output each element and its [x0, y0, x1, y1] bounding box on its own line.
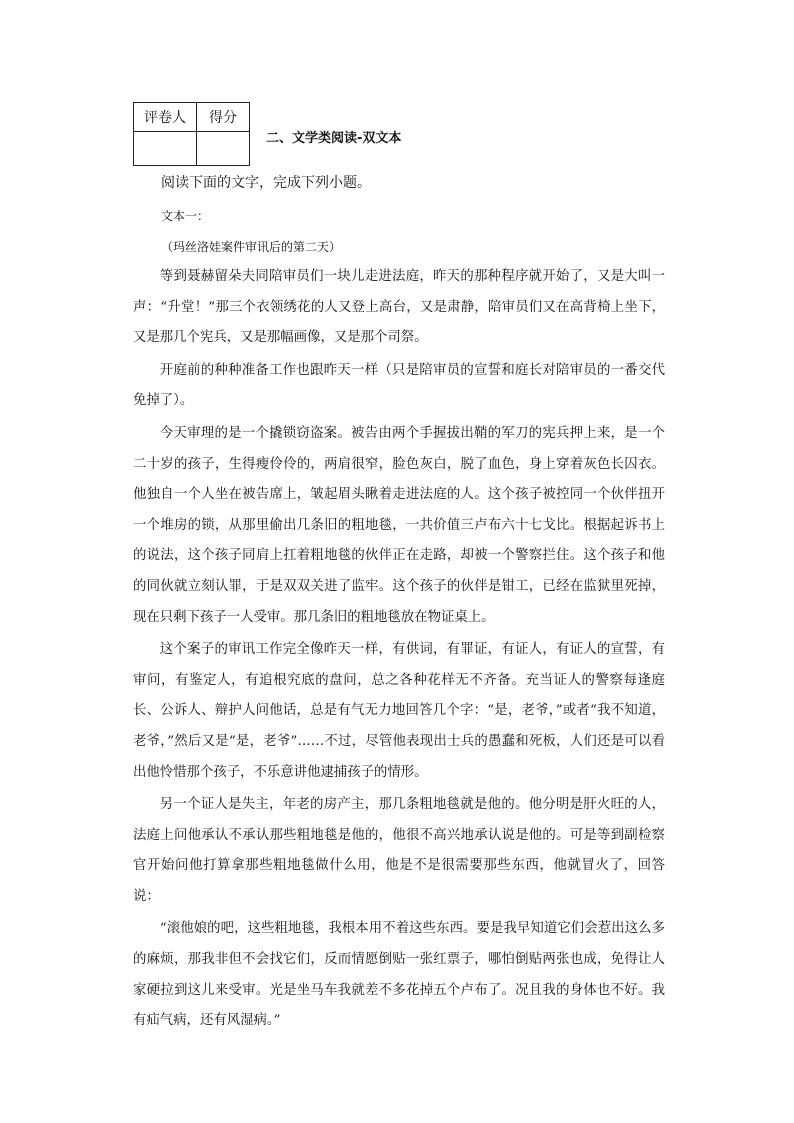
paragraph: 今天审理的是一个撬锁窃盗案。被告由两个手握拔出鞘的军刀的宪兵押上来，是一个二十岁的孩子，生得瘦伶伶的，两肩很窄，脸色灰白，脱了血色，身上穿着灰色长囚衣。他独自一个人坐在被告席上，皱起眉头瞅着走进法庭的人。这个孩子被控同一个伙伴扭开一个堆房的锁，从那里偷出几条旧的粗地毯，一共价值三卢布六十七戈比。根据起诉书上的说法，这个孩子同肩上扛着粗地毯的伙伴正在走路，却被一个警察拦住。这个孩子和他的同伙就立刻认罪，于是双双关进了监牢。这个孩子的伙伴是钳工，已经在监狱里死掉，现在只剩下孩子一人受审。那几条旧的粗地毯放在物证桌上。	[133, 425, 665, 625]
reviewer-header: 评卷人	[134, 103, 197, 132]
paragraph: 等到聂赫留朵夫同陪审员们一块儿走进法庭，昨天的那种程序就开始了，又是大叫一声：“升堂！”那三个衣领绣花的人又登上高台，又是肃静，陪审员们又在高背椅上坐下，又是那几个宪兵，又是那幅画像，又是那个司祭。	[133, 269, 665, 346]
paragraph: 开庭前的种种准备工作也跟昨天一样（只是陪审员的宣誓和庭长对陪审员的一番交代免掉了）。	[133, 362, 665, 409]
section-title: 二、文学类阅读-双文本	[266, 131, 402, 146]
instruction-text: 阅读下面的文字，完成下列小题。	[161, 175, 371, 191]
paragraph: 另一个证人是失主，年老的房产主，那几条粗地毯就是他的。他分明是肝火旺的人，法庭上问他承认不承认那些粗地毯是他的，他很不高兴地承认说是他的。可是等到副检察官开始问他打算拿那些粗地毯做什么用，他是不是很需要那些东西，他就冒火了，回答说：	[133, 797, 665, 904]
paragraph: “滚他娘的吧，这些粗地毯，我根本用不着这些东西。要是我早知道它们会惹出这么多的麻烦，那我非但不会找它们，反而情愿倒贴一张红票子，哪怕倒贴两张也成，免得让人家硬拉到这儿来受审。光是坐马车我就差不多花掉五个卢布了。况且我的身体也不好。我有疝气病，还有风湿病。”	[133, 921, 665, 1029]
score-header: 得分	[197, 103, 250, 132]
passage-subtitle: （玛丝洛娃案件审讯后的第二天）	[161, 240, 342, 254]
score-cell	[197, 132, 250, 166]
reviewer-cell	[134, 132, 197, 166]
passage-body	[133, 262, 665, 1039]
score-table	[133, 102, 250, 166]
text-label: 文本一：	[161, 209, 210, 223]
paragraph: 这个案子的审讯工作完全像昨天一样，有供词，有罪证，有证人，有证人的宣誓，有审问，有鉴定人，有追根究底的盘问，总之各种花样无不齐备。充当证人的警察每逢庭长、公诉人、辩护人问他话，总是有气无力地回答几个字：“是，老爷，”或者“我不知道，老爷，”然后又是“是，老爷”……不过，尽管他表现出士兵的愚蠢和死板，人们还是可以看出他怜惜那个孩子，不乐意讲他逮捕孩子的情形。	[133, 642, 665, 780]
